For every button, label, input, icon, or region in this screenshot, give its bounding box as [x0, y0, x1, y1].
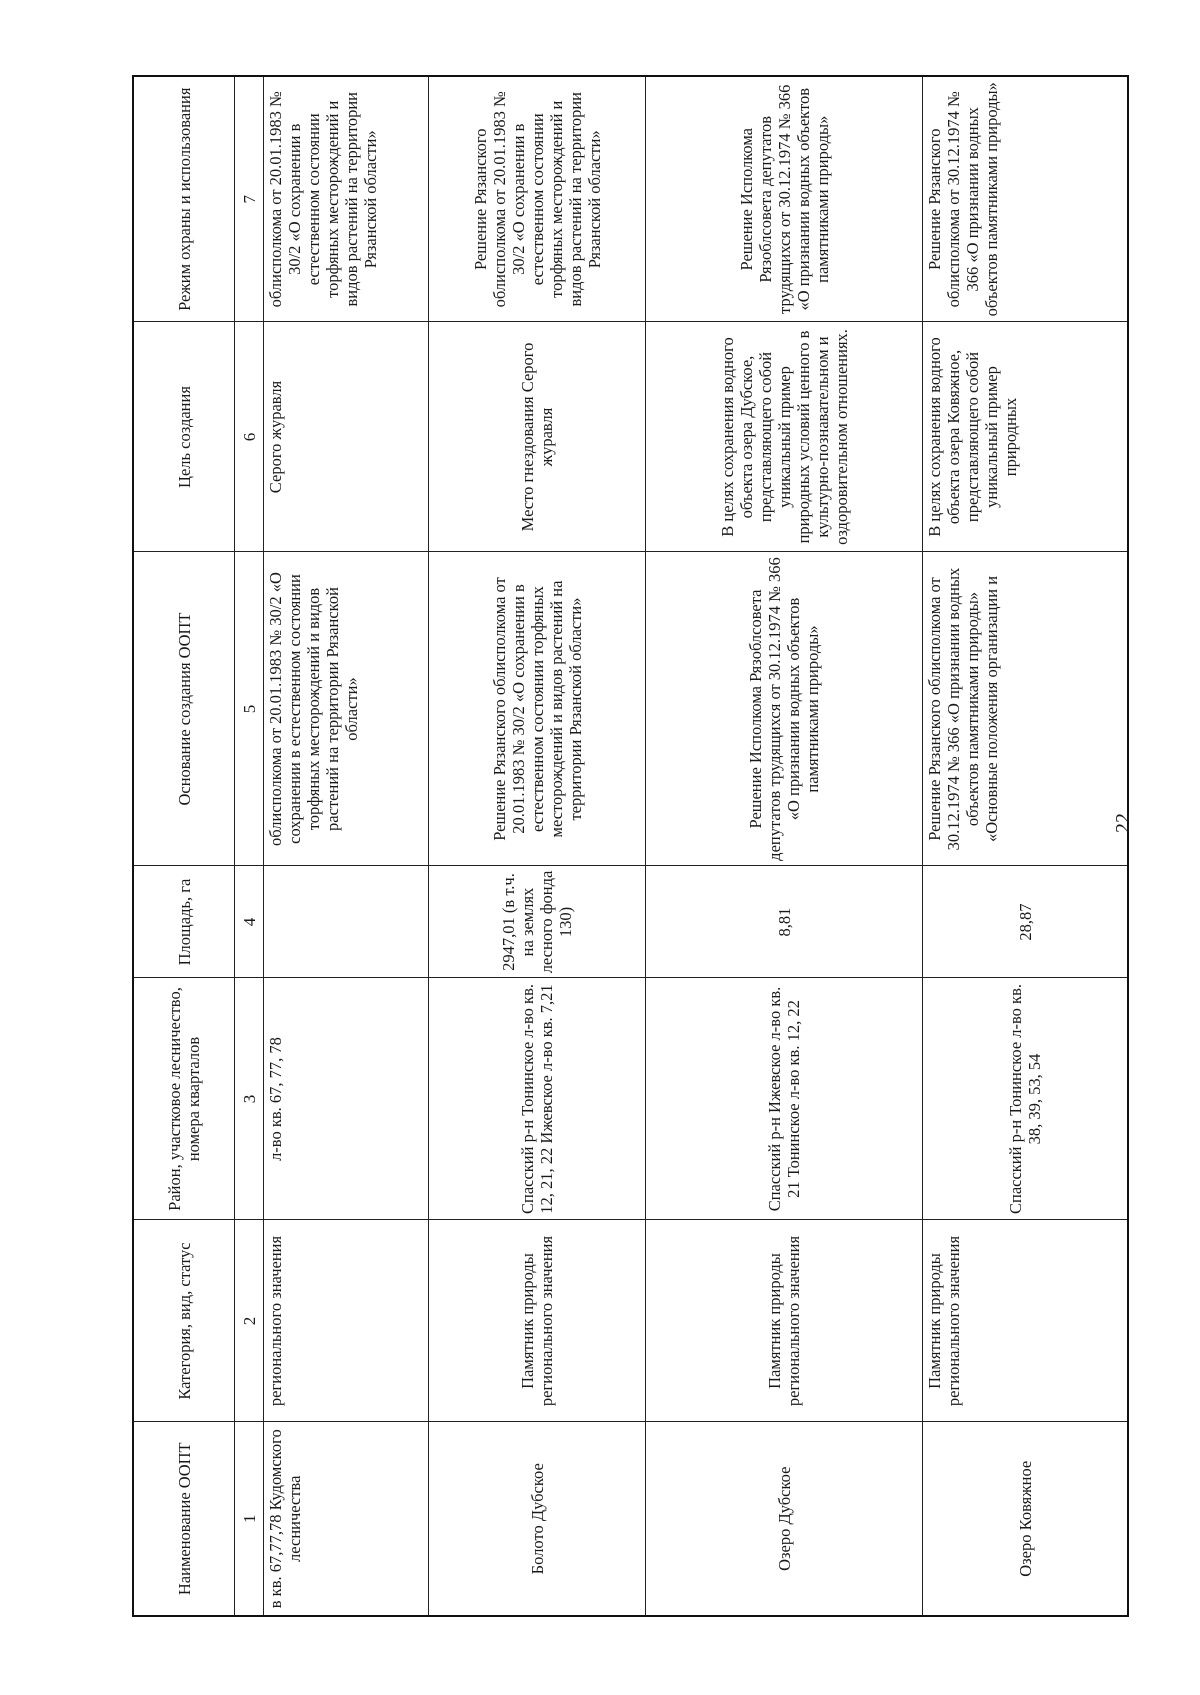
cell-name: Болото Дубское: [429, 1422, 646, 1616]
cell-district: Спасский р-н Ижевское л-во кв. 21 Тонинское л-во кв. 12, 22: [646, 978, 923, 1220]
header-name: Наименование ООПТ: [133, 1422, 235, 1616]
column-number-row: [235, 76, 264, 1616]
cell-category: Памятник природы регионального значения: [429, 1220, 646, 1422]
rotated-page-content: [132, 77, 1100, 1617]
cell-area: 28,87: [923, 866, 1129, 978]
header-area: Площадь, га: [133, 866, 235, 978]
column-number: 7: [235, 76, 264, 322]
cell-purpose: В целях сохранения водного объекта озера Дубское, представляющего собой уникальный пример природных условий ценного в культурно-познавательном и оздоровительном отношениях.: [646, 322, 923, 552]
cell-regime: облисполкома от 20.01.1983 № 30/2 «О сохранении в естественном состоянии торфяных месторождений и видов растений на территории Рязанской области»: [264, 76, 429, 322]
cell-category: Памятник природы регионального значения: [646, 1220, 923, 1422]
header-row: [133, 76, 235, 1616]
oopt-table: [132, 75, 1129, 1617]
cell-basis: облисполкома от 20.01.1983 № 30/2 «О сохранении в естественном состоянии торфяных месторождений и видов растений на территории Рязанской области»: [264, 552, 429, 866]
cell-purpose: В целях сохранения водного объекта озера Ковяжное, представляющего собой уникальный пример природных: [923, 322, 1129, 552]
cell-area: [264, 866, 429, 978]
cell-name: в кв. 67,77,78 Кудомского лесничества: [264, 1422, 429, 1616]
cell-name: Озеро Ковяжное: [923, 1422, 1129, 1616]
cell-category: регионального значения: [264, 1220, 429, 1422]
cell-regime: Решение Рязанского облисполкома от 30.12.1974 № 366 «О признании водных объектов памятниками природы»: [923, 76, 1129, 322]
column-number: 3: [235, 978, 264, 1220]
cell-regime: Решение Исполкома Рязоблсовета депутатов трудящихся от 30.12.1974 № 366 «О признании водных объектов памятниками природы»: [646, 76, 923, 322]
cell-district: Спасский р-н Тонинское л-во кв. 38, 39, 53, 54: [923, 978, 1129, 1220]
header-regime: Режим охраны и использования: [133, 76, 235, 322]
table-row: [264, 76, 429, 1616]
cell-purpose: Место гнездования Серого журавля: [429, 322, 646, 552]
column-number: 4: [235, 866, 264, 978]
cell-district: Спасский р-н Тонинское л-во кв. 12, 21, 22 Ижевское л-во кв. 7,21: [429, 978, 646, 1220]
header-district: Район, участковое лесничество, номера кварталов: [133, 978, 235, 1220]
column-number: 5: [235, 552, 264, 866]
column-number: 1: [235, 1422, 264, 1616]
column-number: 2: [235, 1220, 264, 1422]
cell-area: 8,81: [646, 866, 923, 978]
header-category: Категория, вид, статус: [133, 1220, 235, 1422]
column-number: 6: [235, 322, 264, 552]
cell-area: 2947,01 (в т.ч. на землях лесного фонда 130): [429, 866, 646, 978]
header-basis: Основание создания ООПТ: [133, 552, 235, 866]
cell-basis: Решение Исполкома Рязоблсовета депутатов трудящихся от 30.12.1974 № 366 «О признании водных объектов памятниками природы»: [646, 552, 923, 866]
page-number: 22: [1112, 813, 1134, 833]
cell-category: Памятник природы регионального значения: [923, 1220, 1129, 1422]
table-row: [923, 76, 1129, 1616]
table-row: [429, 76, 646, 1616]
cell-basis: Решение Рязанского облисполкома от 20.01.1983 № 30/2 «О сохранении в естественном состоянии торфяных месторождений и видов растений на территории Рязанской области»: [429, 552, 646, 866]
cell-district: л-во кв. 67, 77, 78: [264, 978, 429, 1220]
cell-purpose: Серого журавля: [264, 322, 429, 552]
cell-name: Озеро Дубское: [646, 1422, 923, 1616]
table-row: [646, 76, 923, 1616]
cell-basis: Решение Рязанского облисполкома от 30.12.1974 № 366 «О признании водных объектов памятниками природы» «Основные положения организации и: [923, 552, 1129, 866]
cell-regime: Решение Рязанского облисполкома от 20.01.1983 № 30/2 «О сохранении в естественном состоянии торфяных месторождений и видов растений на территории Рязанской области»: [429, 76, 646, 322]
header-purpose: Цель создания: [133, 322, 235, 552]
